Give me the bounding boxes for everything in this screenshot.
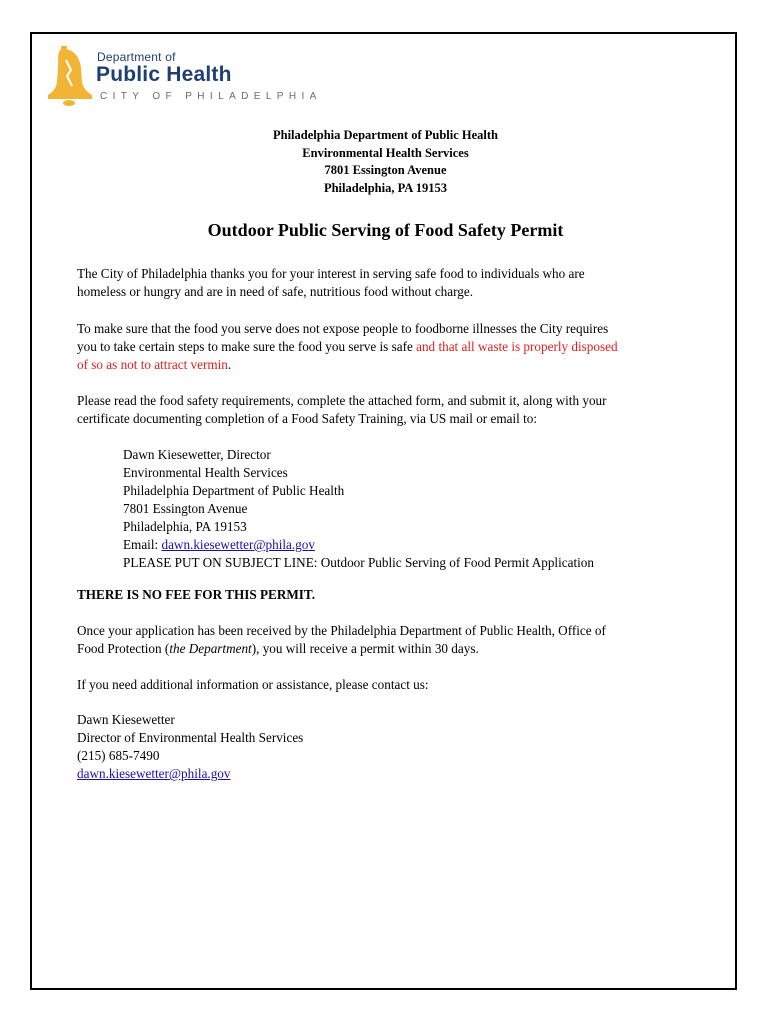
paragraph-contact-intro: If you need additional information or assistance, please contact us: (77, 677, 429, 692)
address-city: Philadelphia, PA 19153 (123, 519, 247, 534)
paragraph-text: Food Protection ( (77, 641, 170, 656)
paragraph-line (77, 640, 707, 658)
letterhead-line-4: Philadelphia, PA 19153 (323, 180, 448, 195)
logo-city-of-philadelphia: CITY OF PHILADELPHIA (100, 91, 322, 102)
document-page (30, 32, 737, 990)
waste-disposal-highlight: of so as not to attract vermin (77, 357, 228, 372)
address-department: Philadelphia Department of Public Health (123, 483, 345, 498)
contact-block (77, 711, 707, 783)
paragraph-instructions (77, 392, 707, 428)
letterhead (32, 127, 739, 197)
paragraph-line: To make sure that the food you serve does not expose people to foodborne illnesses the City requires (77, 321, 609, 336)
email-label: Email: (123, 537, 162, 552)
contact-name: Dawn Kiesewetter (77, 712, 175, 727)
paragraph-line: homeless or hungry and are in need of safe, nutritious food without charge. (77, 284, 474, 299)
address-email-line (123, 536, 723, 554)
email-link[interactable]: dawn.kiesewetter@phila.gov (161, 537, 315, 552)
paragraph-line (77, 338, 707, 356)
paragraph-intro (77, 265, 707, 301)
paragraph-line: The City of Philadelphia thanks you for your interest in serving safe food to individuals who are (77, 266, 585, 281)
paragraph-line: Please read the food safety requirements, complete the attached form, and submit it, along with your (77, 393, 607, 408)
paragraph-line: certificate documenting completion of a Food Safety Training, via US mail or email to: (77, 411, 538, 426)
letterhead-line-2: Environmental Health Services (302, 145, 469, 160)
paragraph-text: you to take certain steps to make sure the food you serve is safe (77, 339, 417, 354)
address-street: 7801 Essington Avenue (123, 501, 248, 516)
waste-disposal-highlight: and that all waste is properly disposed (416, 339, 618, 354)
logo-department-of: Department of (97, 50, 176, 64)
address-name: Dawn Kiesewetter, Director (123, 447, 271, 462)
contact-title: Director of Environmental Health Services (77, 730, 304, 745)
liberty-bell-icon (44, 46, 94, 106)
letterhead-line-3: 7801 Essington Avenue (324, 163, 447, 177)
department-logo (44, 44, 344, 108)
paragraph-line: Once your application has been received by the Philadelphia Department of Public Health, Office of (77, 623, 606, 638)
logo-public-health: Public Health (96, 63, 232, 86)
contact-phone: (215) 685-7490 (77, 748, 160, 763)
contact-email-link[interactable]: dawn.kiesewetter@phila.gov (77, 766, 231, 781)
subject-line-instruction: PLEASE PUT ON SUBJECT LINE: Outdoor Public Serving of Food Permit Application (123, 555, 594, 570)
address-division: Environmental Health Services (123, 465, 288, 480)
page-title: Outdoor Public Serving of Food Safety Permit (207, 220, 564, 240)
contact-email-line (77, 765, 707, 783)
paragraph-italic: the Department (169, 641, 252, 656)
mailing-address (123, 446, 723, 572)
no-fee-notice: THERE IS NO FEE FOR THIS PERMIT. (77, 587, 316, 602)
paragraph-processing (77, 622, 707, 658)
paragraph-text: ), you will receive a permit within 30 days. (251, 641, 479, 656)
letterhead-line-1: Philadelphia Department of Public Health (273, 128, 498, 142)
paragraph-line (77, 356, 707, 374)
paragraph-text: . (227, 357, 232, 372)
paragraph-requirements (77, 320, 707, 374)
